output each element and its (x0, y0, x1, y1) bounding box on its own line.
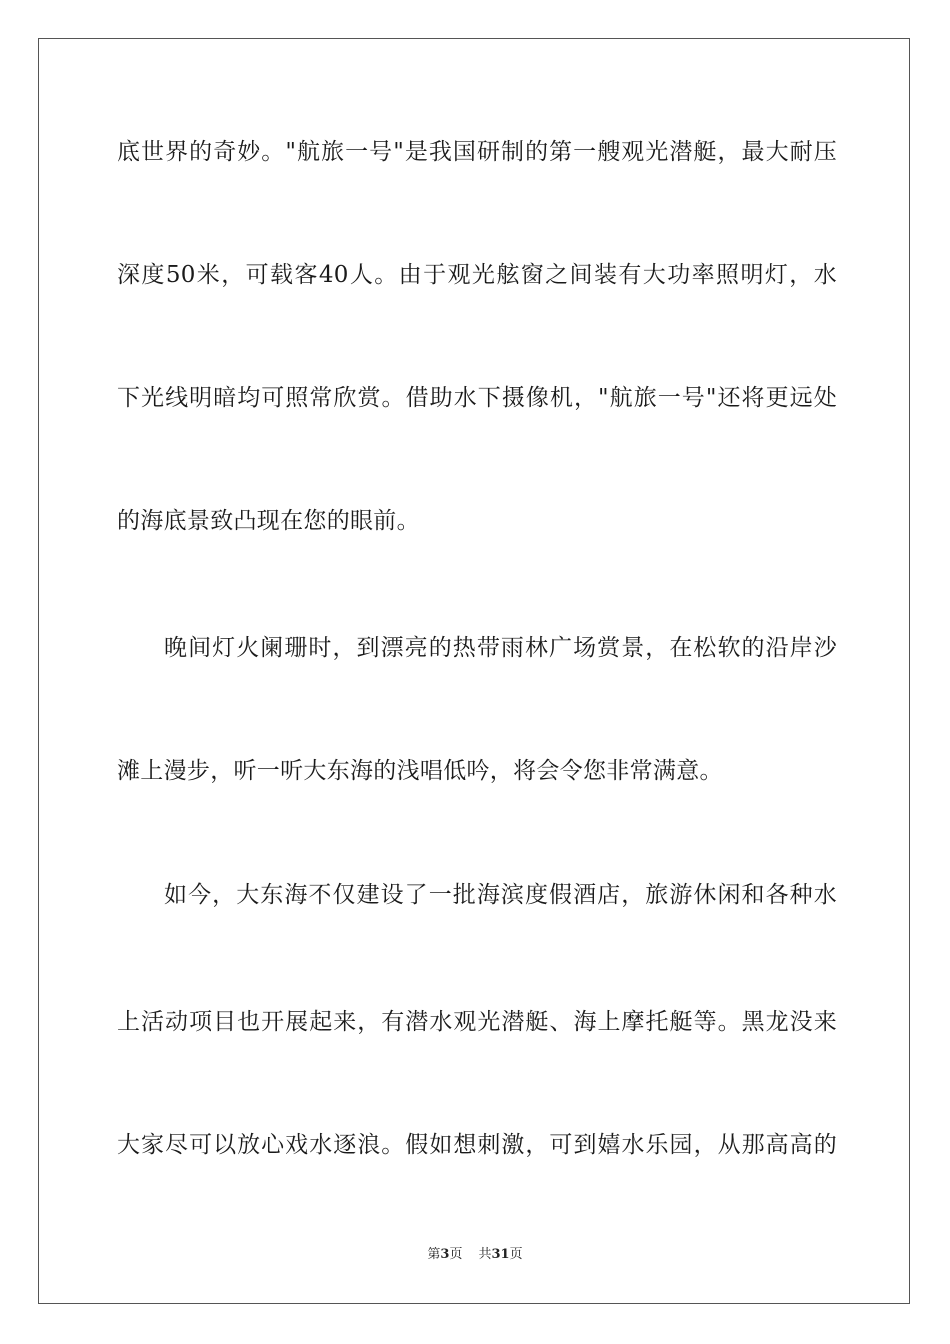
text-line-3: 下光线明暗均可照常欣赏。借助水下摄像机，"航旅一号"还将更远处 (117, 385, 837, 411)
footer-total-pages: 31 (491, 1247, 510, 1262)
text-line-5: 晚间灯火阑珊时，到漂亮的热带雨林广场赏景，在松软的沿岸沙 (164, 635, 837, 661)
footer-page-number: 3 (440, 1247, 450, 1262)
text-line-4: 的海底景致凸现在您的眼前。 (117, 508, 420, 534)
text-line-1: 底世界的奇妙。"航旅一号"是我国研制的第一艘观光潜艇，最大耐压 (117, 139, 837, 165)
text-line-6: 滩上漫步，听一听大东海的浅唱低吟，将会令您非常满意。 (117, 758, 723, 784)
footer-page-suffix: 页 (449, 1247, 463, 1262)
footer-total-prefix: 共 (478, 1247, 492, 1262)
text-line-8: 上活动项目也开展起来，有潜水观光潜艇、海上摩托艇等。黑龙没来 (117, 1009, 837, 1035)
text-line-9: 大家尽可以放心戏水逐浪。假如想刺激，可到嬉水乐园，从那高高的 (117, 1132, 837, 1158)
footer-total-suffix: 页 (509, 1247, 523, 1262)
text-line-2: 深度50米，可载客40人。由于观光舷窗之间装有大功率照明灯，水 (117, 262, 837, 288)
page-border (38, 38, 910, 1304)
text-line-7: 如今，大东海不仅建设了一批海滨度假酒店，旅游休闲和各种水 (164, 882, 837, 908)
page-footer (0, 1246, 950, 1264)
footer-page-prefix: 第 (427, 1247, 441, 1262)
